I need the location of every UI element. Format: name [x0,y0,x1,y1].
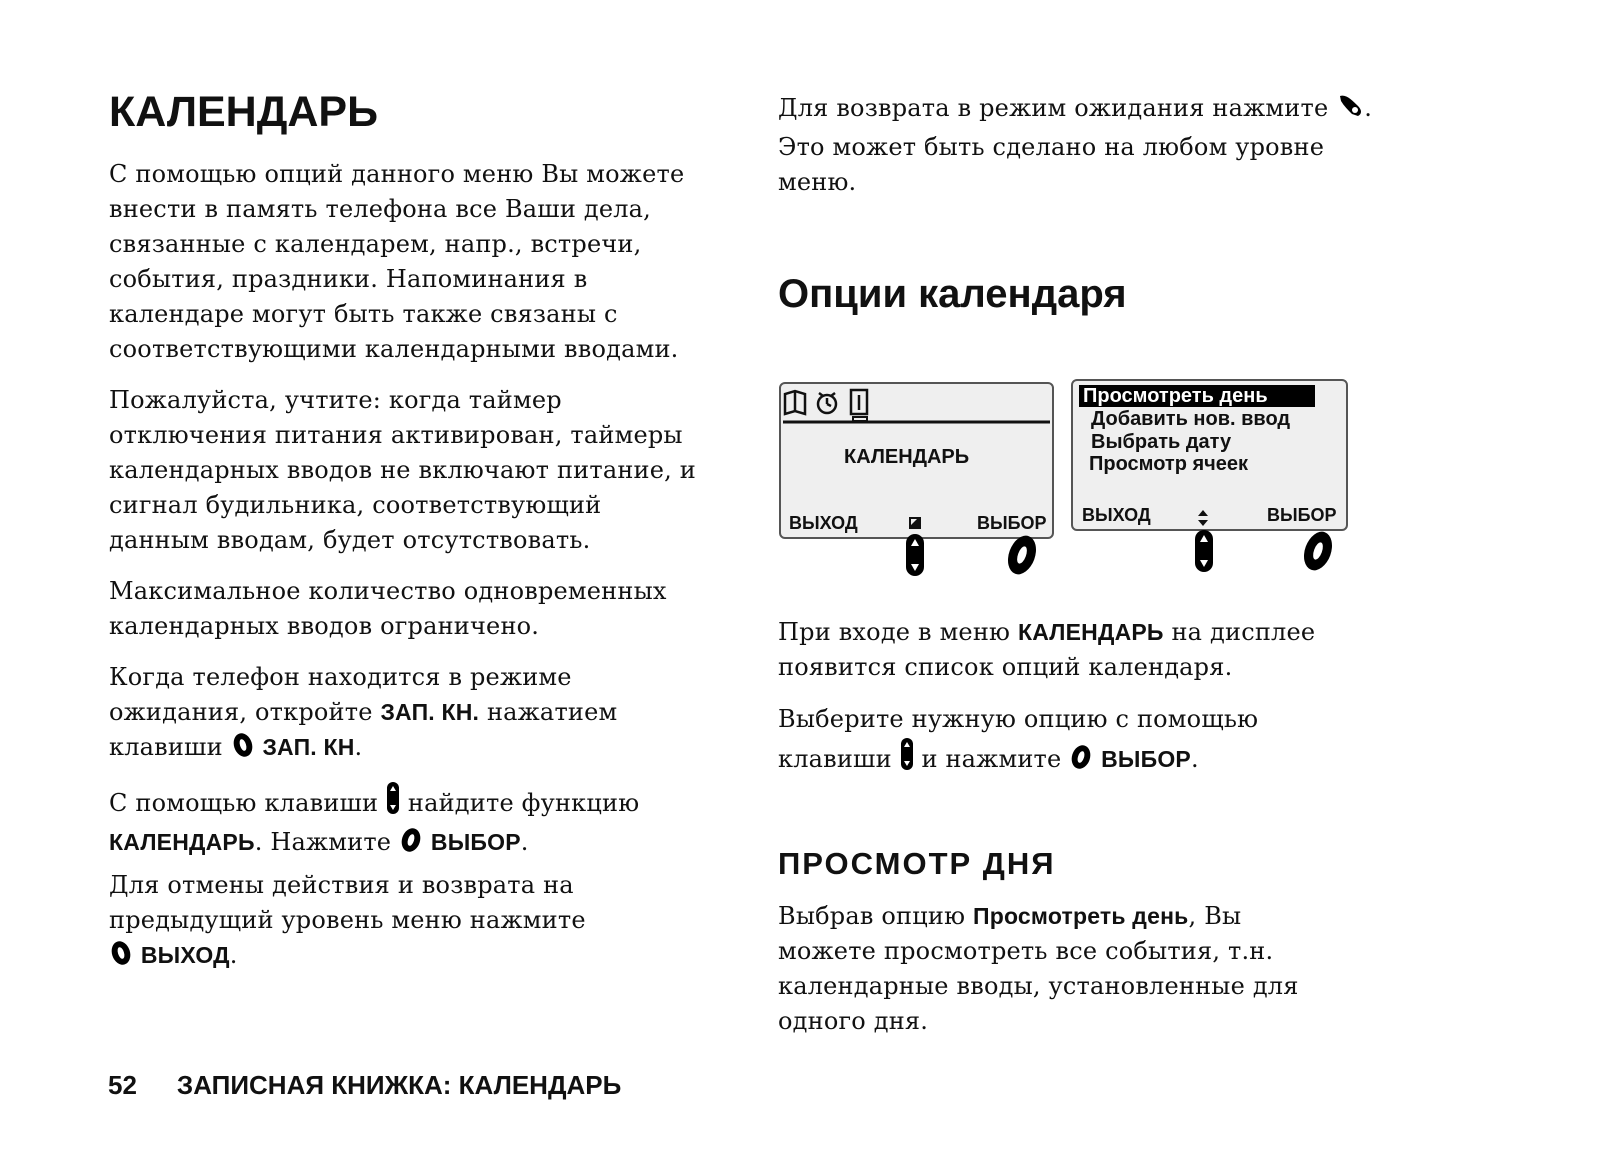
running-section-title: ЗАПИСНАЯ КНИЖКА: КАЛЕНДАРЬ [176,1070,622,1100]
section-title: Опции календаря [778,272,1127,316]
menu-entry-paragraph: При входе в меню КАЛЕНДАРЬ на дисплее появится список опций календаря. [778,618,1316,681]
end-call-key-icon [1336,92,1364,130]
page-footer [108,1070,621,1101]
calendar-tab-icons [781,384,1052,434]
page-title: КАЛЕНДАРЬ [109,88,379,136]
right-softkey-icon [1069,743,1093,781]
select-softkey-label: ВЫБОР [1267,505,1337,525]
book-icon [785,391,805,414]
navigation-key-icon[interactable] [904,532,926,578]
note-paragraph: Пожалуйста, учтите: когда таймер отключения питания активирован, таймеры календарных вводов не включают питание, и сигнал будильника, соответствующий данным вводам, будет отсутствовать. [109,386,696,554]
subsection-title: ПРОСМОТР ДНЯ [778,846,1056,881]
left-softkey-icon [109,939,133,977]
phone-screen-options [1071,379,1348,531]
left-softkey-icon [231,731,255,769]
max-entries-paragraph: Максимальное количество одновременных календарных вводов ограничено. [109,577,667,640]
up-down-arrows-icon [1196,509,1210,527]
view-day-paragraph: Выбрав опцию Просмотреть день, Вы можете просмотреть все события, т.н. календарные вводы, установленные для одного дня. [778,902,1299,1035]
navigation-key-icon [386,781,400,825]
choose-option-paragraph: Выберите нужную опцию с помощью клавиши и нажмите ВЫБОР. [778,702,1398,781]
menu-item[interactable]: Выбрать дату [1091,431,1232,453]
standby-paragraph: Для возврата в режим ожидания нажмите . Это может быть сделано на любом уровне меню. [778,94,1373,196]
calendar-day-icon [851,390,867,414]
select-softkey-label: ВЫБОР [977,513,1047,533]
right-softkey-icon [399,826,423,864]
screen-title: КАЛЕНДАРЬ [844,446,970,468]
menu-item[interactable]: Просмотр ячеек [1089,453,1249,475]
phone-screen-calendar [779,382,1054,539]
scroll-indicator-icon [908,516,922,530]
exit-softkey-label: ВЫХОД [789,513,858,533]
alarm-clock-icon [818,393,836,413]
intro-paragraph: С помощью опций данного меню Вы можете внести в память телефона все Ваши дела, связанные с календарем, напр., встречи, события, праздники. Напоминания в календаре могут быть также связаны с соответствующими календарными вводами. [109,160,685,363]
navigation-key-icon [900,737,914,781]
right-softkey-icon[interactable] [1300,528,1336,574]
menu-item-selected[interactable]: Просмотреть день [1079,385,1315,407]
menu-item[interactable]: Добавить нов. ввод [1091,408,1291,430]
navigation-key-icon[interactable] [1193,528,1215,574]
cancel-paragraph: Для отмены действия и возврата на предыдущий уровень меню нажмите ВЫХОД. [109,868,729,977]
exit-softkey-label: ВЫХОД [1082,505,1151,525]
find-function-paragraph: С помощью клавиши найдите функцию КАЛЕНДАРЬ. Нажмите ВЫБОР. [109,781,729,864]
right-softkey-icon[interactable] [1004,532,1040,578]
open-notebook-paragraph: Когда телефон находится в режиме ожидания, откройте ЗАП. КН. нажатием клавиши ЗАП. КН. [109,660,729,769]
page-number: 52 [108,1070,137,1100]
